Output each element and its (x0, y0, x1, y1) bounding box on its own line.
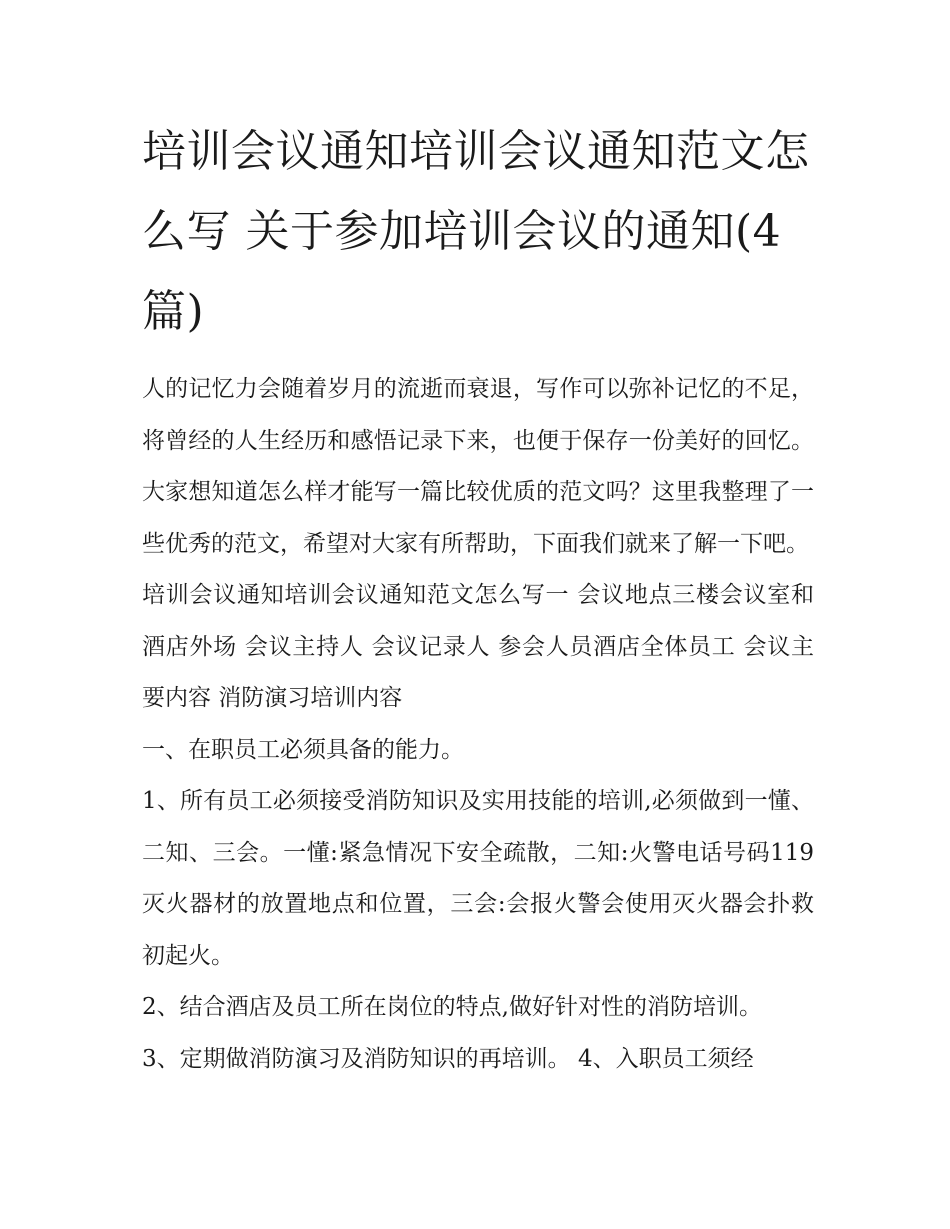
section-heading-1: 一、在职员工必须具备的能力。 (142, 736, 464, 763)
list-item-2: 2、结合酒店及员工所在岗位的特点,做好针对性的消防培训。 (142, 994, 762, 1020)
document-title: 培训会议通知培训会议通知范文怎么写 关于参加培训会议的通知(4篇) (142, 126, 810, 337)
list-item-1: 1、所有员工必须接受消防知识及实用技能的培训,必须做到一懂、二知、三会。一懂:紧急情况下安全疏散，二知:火警电话号码119灭火器材的放置地点和位置，三会:会报火警会使用灭火器会扑救初起火。 (142, 788, 814, 969)
meeting-info-paragraph: 培训会议通知培训会议通知范文怎么写一 会议地点三楼会议室和酒店外场 会议主持人 会议记录人 参会人员酒店全体员工 会议主要内容 消防演习培训内容 (142, 582, 814, 711)
intro-paragraph: 人的记忆力会随着岁月的流逝而衰退，写作可以弥补记忆的不足，将曾经的人生经历和感悟记录下来，也便于保存一份美好的回忆。大家想知道怎么样才能写一篇比较优质的范文吗？这里我整理了一些优秀的范文，希望对大家有所帮助，下面我们就来了解一下吧。 (142, 376, 814, 557)
document-page (142, 112, 814, 1085)
list-item-3: 3、定期做消防演习及消防知识的再培训。 4、入职员工须经 (142, 1045, 754, 1072)
